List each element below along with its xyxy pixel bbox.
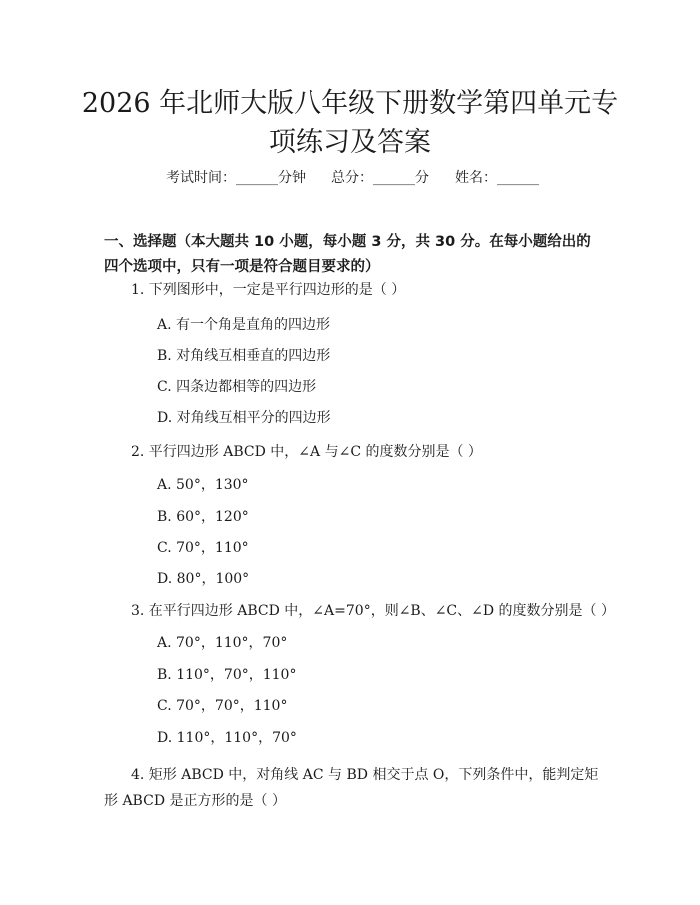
question-3-option-a: A. 70°，110°，70°	[157, 635, 288, 651]
student-name-field: 姓名：______	[455, 170, 539, 186]
page-title	[60, 84, 640, 162]
question-1-option-b: B. 对角线互相垂直的四边形	[157, 348, 331, 364]
question-2-option-c: C. 70°，110°	[157, 540, 249, 556]
question-3-option-b: B. 110°，70°，110°	[157, 667, 297, 683]
question-3-option-c: C. 70°，70°，110°	[157, 698, 288, 714]
question-1-option-d: D. 对角线互相平分的四边形	[157, 410, 331, 426]
question-3-option-d: D. 110°，110°，70°	[157, 730, 297, 746]
question-1: 1. 下列图形中，一定是平行四边形的是（ ）	[131, 282, 406, 298]
section-heading: 一、选择题（本大题共 10 小题，每小题 3 分，共 30 分。在每小题给出的四个选项中，只有一项是符合题目要求的）	[104, 234, 591, 275]
question-1-option-a: A. 有一个角是直角的四边形	[157, 317, 331, 333]
question-4: 4. 矩形 ABCD 中，对角线 AC 与 BD 相交于点 O，下列条件中，能判定矩形 ABCD 是正方形的是（ ）	[104, 767, 599, 809]
question-2-option-a: A. 50°，130°	[157, 477, 249, 493]
question-3: 3. 在平行四边形 ABCD 中，∠A=70°，则∠B、∠C、∠D 的度数分别是（ ）	[131, 603, 616, 619]
question-2: 2. 平行四边形 ABCD 中，∠A 与∠C 的度数分别是（ ）	[131, 444, 482, 460]
total-score-field: 总分：______分	[331, 170, 429, 186]
question-2-option-b: B. 60°，120°	[157, 509, 249, 525]
question-1-option-c: C. 四条边都相等的四边形	[157, 379, 317, 395]
exam-time-field: 考试时间：______分钟	[166, 170, 306, 186]
title-line-1: 2026 年北师大版八年级下册数学第四单元专	[81, 88, 619, 119]
title-line-2: 项练习及答案	[269, 127, 431, 158]
question-2-option-d: D. 80°，100°	[157, 571, 250, 587]
